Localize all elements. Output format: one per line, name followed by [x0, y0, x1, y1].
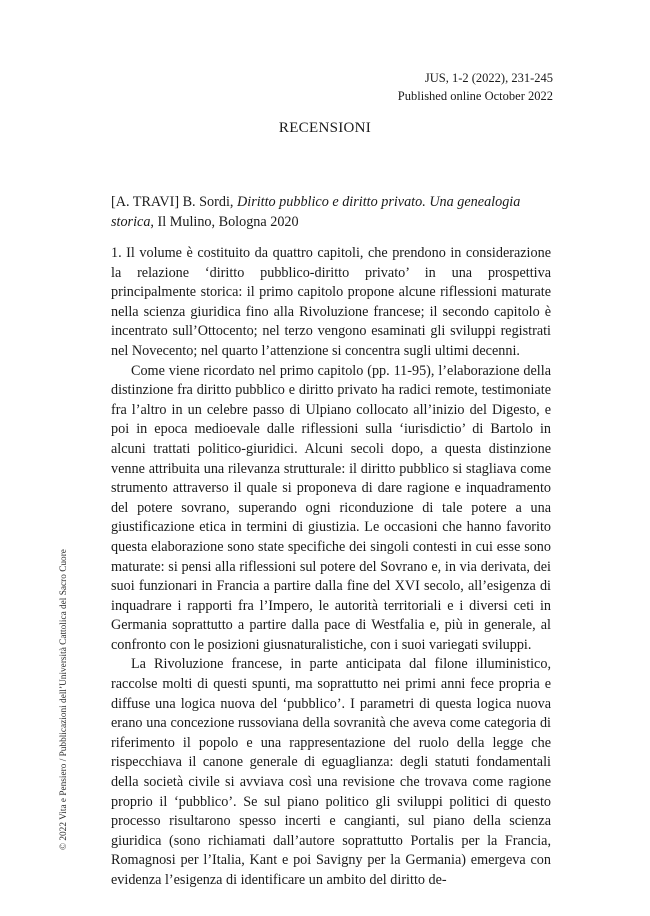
publisher-info: , Il Mulino, Bologna 2020 [150, 213, 299, 230]
paragraph-3: La Rivoluzione francese, in parte anticipata dal filone illuministico, raccolse molti di questi spunti, ma soprattutto nei primi anni fece propria e diffuse una logica nuova del ‘pubblico’. I parametri di questa logica nuova erano una concezione russoviana della sovranità che aveva come categoria di riferimento il popolo e una rappresentazione del ruolo della legge che rispecchiava il canone generale di eguaglianza: degli statuti fondamentali della società civile si avviava così una revisione che trovava come ragione proprio il ‘pubblico’. Se sul piano politico gli sviluppi politici di questo processo risultarono spesso incerti e cangianti, sul piano della scienza giuridica (sono richiamati dall’autore soprattutto Portalis per la Francia, Romagnosi per l’Italia, Kant e poi Savigny per la Germania) emergeva con evidenza l’esigenza di identificare un ambito del diritto de- [111, 656, 551, 888]
section-title: RECENSIONI [278, 120, 372, 136]
copyright-sidebar: © 2022 Vita e Pensiero / Pubblicazioni dell’Università Cattolica del Sacro Cuore [59, 549, 69, 850]
journal-info [398, 69, 553, 105]
paragraph-2: Come viene ricordato nel primo capitolo (pp. 11-95), l’elaborazione della distinzione fra diritto pubblico e diritto privato ha radici remote, testimoniate fra l’altro in un celebre passo di Ulpiano collocato all’inizio del Digesto, e poi in epoca medioevale dalle riflessioni sulla ‘iurisdictio’ di Bartolo in alcuni trattati politico-giuridici. Alcuni secoli dopo, a questa distinzione venne attribuita una rilevanza strutturale: il diritto pubblico si stagliava come strumento attraverso il quale si proponeva di dare ragione e inquadramento del potere sovrano, superando ogni riconduzione di tale potere a una giustificazione etica in termini di giustizia. Le occasioni che hanno favorito questa elaborazione sono state specifiche dei singoli contesti in cui esse sono maturate: si pensi alla riflessioni sul potere del Sovrano e, in via derivata, dei suoi funzionari in Francia a partire dalla fine del XVI secolo, all’esigenza di inquadrare i rapporti fra l’Impero, le autorità territoriali e i diversi ceti in Germania soprattutto a partire dalla pace di Westfalia e, più in generale, al confronto con le posizioni giusnaturalistiche, con i suoi variegati sviluppi. [111, 362, 551, 653]
book-title: Diritto pubblico e diritto privato. Una genealogia storica [111, 194, 521, 230]
review-body [111, 244, 551, 891]
reviewer-and-author: [A. TRAVI] B. Sordi, [111, 194, 237, 210]
journal-citation: JUS, 1-2 (2022), 231-245 [424, 71, 553, 85]
published-date: Published online October 2022 [397, 89, 553, 103]
paragraph-1: 1. Il volume è costituito da quattro capitoli, che prendono in considerazione la relazione ‘diritto pubblico-diritto privato’ in una prospettiva principalmente storica: il primo capitolo propone alcune riflessioni maturate nella scienza giuridica fino alla Rivoluzione francese; il secondo capitolo è incentrato sull’Ottocento; nel terzo vengono esaminati gli sviluppi registrati nel Novecento; nel quarto l’attenzione si concentra sugli ultimi decenni. [111, 245, 551, 359]
review-citation [111, 193, 551, 232]
